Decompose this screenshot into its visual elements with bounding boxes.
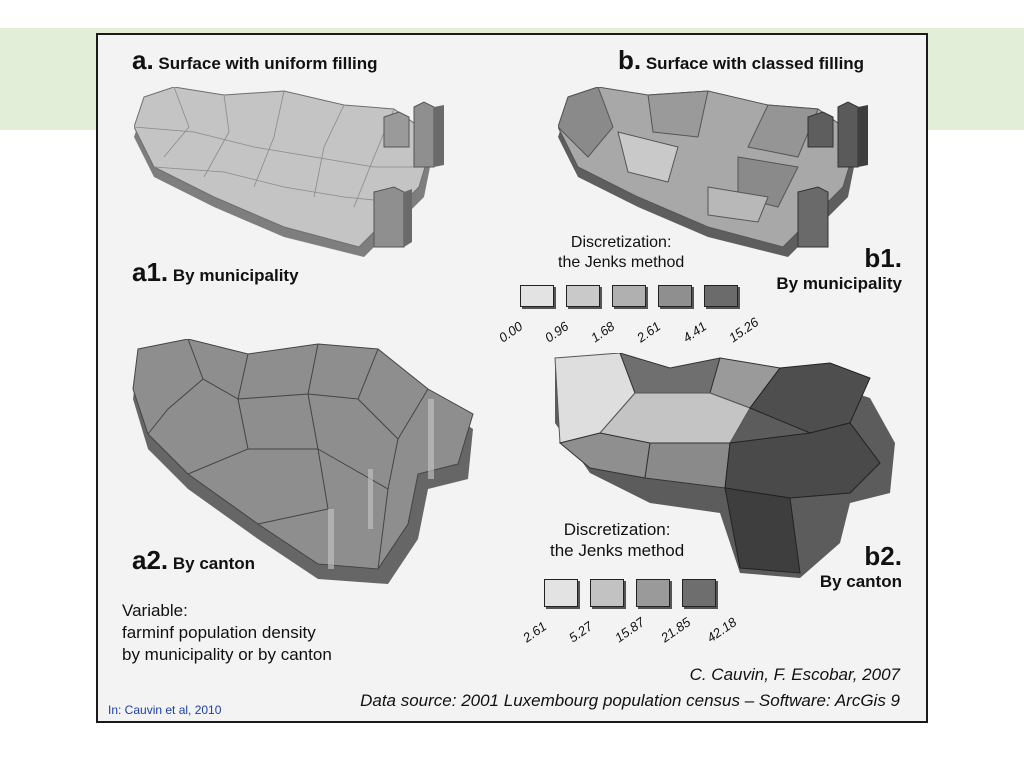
b2-label (774, 541, 902, 592)
variable-line-2: farminf population density (122, 623, 316, 642)
map-a1-municipality (134, 87, 474, 267)
b1-label-text: By municipality (776, 274, 902, 293)
b2-legend-swatch (682, 579, 716, 607)
b1-legend-break: 4.41 (680, 318, 710, 346)
figure-panel (96, 33, 928, 723)
a1-label (132, 257, 299, 288)
b2-legend-swatch (544, 579, 578, 607)
a1-code: a1. (132, 257, 169, 287)
b2-disc-method: the Jenks method (550, 541, 685, 561)
b2-legend-break: 21.85 (658, 614, 694, 646)
panel-a-title (132, 45, 378, 76)
b1-disc-title: Discretization: (570, 234, 672, 251)
b2-legend-break: 15.87 (612, 614, 648, 646)
b1-legend-swatch (658, 285, 692, 307)
b1-legend-break: 0.96 (542, 318, 572, 346)
variable-line-3: by municipality or by canton (122, 645, 332, 664)
b1-legend-break: 0.00 (496, 318, 526, 346)
b1-legend-break: 15.26 (726, 314, 762, 346)
variable-line-1: Variable: (122, 601, 188, 620)
b1-legend-break: 2.61 (634, 318, 664, 346)
panel-b-letter: b. (618, 45, 642, 75)
legend-b1 (486, 285, 766, 345)
b2-disc-title: Discretization: (563, 520, 671, 539)
a2-code: a2. (132, 545, 169, 575)
b2-legend-swatch (636, 579, 670, 607)
b2-discretization (550, 519, 684, 562)
b1-legend-break: 1.68 (588, 318, 618, 346)
a2-label-text: By canton (172, 554, 256, 573)
a1-label-text: By municipality (172, 266, 299, 285)
credit-authors: C. Cauvin, F. Escobar, 2007 (689, 665, 900, 684)
b1-disc-method: the Jenks method (558, 254, 685, 271)
b1-discretization (558, 233, 684, 273)
b2-legend-swatch (590, 579, 624, 607)
b1-legend-swatch (566, 285, 600, 307)
a2-label (132, 545, 255, 576)
legend-b2 (510, 579, 750, 649)
b2-label-text: By canton (819, 572, 902, 591)
panel-a-title-text: Surface with uniform filling (158, 54, 378, 73)
panel-b-title (618, 45, 864, 76)
b1-code: b1. (864, 243, 902, 273)
b2-legend-break: 5.27 (566, 618, 596, 646)
b2-legend-break: 42.18 (704, 614, 740, 646)
panel-a-letter: a. (132, 45, 154, 75)
b2-legend-break: 2.61 (520, 618, 550, 646)
citation: In: Cauvin et al, 2010 (108, 703, 222, 717)
variable-note (122, 600, 332, 666)
b1-legend-swatch (704, 285, 738, 307)
b1-legend-swatch (612, 285, 646, 307)
b1-legend-swatch (520, 285, 554, 307)
credit-source: Data source: 2001 Luxembourg population census – Software: ArcGis 9 (360, 691, 900, 710)
panel-b-title-text: Surface with classed filling (645, 54, 865, 73)
b1-label (774, 243, 902, 294)
b2-code: b2. (864, 541, 902, 571)
